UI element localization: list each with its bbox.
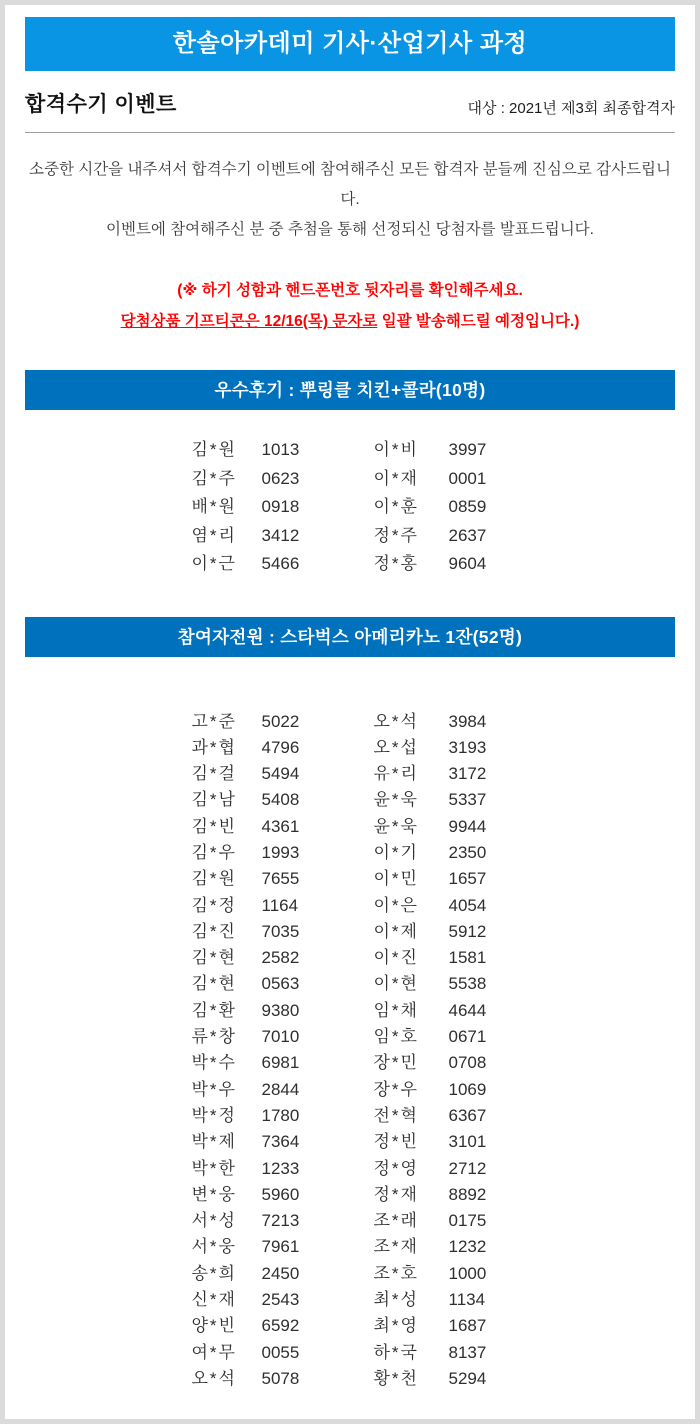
winner-name: 서*성 bbox=[191, 1211, 237, 1231]
winner-name: 염*리 bbox=[191, 525, 237, 545]
winner-name: 송*희 bbox=[191, 1263, 237, 1283]
section-heading-best-reviews: 우수후기 : 뿌링클 치킨+콜라(10명) bbox=[25, 370, 675, 410]
winner-phone-digits: 5538 bbox=[448, 974, 487, 994]
winner-name: 김*빈 bbox=[191, 816, 237, 836]
winner-phone-digits: 5078 bbox=[261, 1368, 300, 1388]
winner-name: 윤*욱 bbox=[373, 790, 419, 810]
winner-name: 전*혁 bbox=[373, 1105, 419, 1125]
winner-name: 이*제 bbox=[373, 921, 419, 941]
winner-phone-digits: 3172 bbox=[448, 764, 487, 784]
winner-name: 김*현 bbox=[191, 974, 237, 994]
winner-phone-digits: 0001 bbox=[448, 468, 487, 488]
winner-phone-digits: 7010 bbox=[261, 1027, 300, 1047]
winner-phone-digits: 5022 bbox=[261, 711, 300, 731]
winner-name: 이*민 bbox=[373, 869, 419, 889]
winner-name: 류*창 bbox=[191, 1027, 237, 1047]
winner-phone-digits: 0671 bbox=[448, 1027, 487, 1047]
winner-name: 김*걸 bbox=[191, 764, 237, 784]
winner-phone-digits: 1233 bbox=[261, 1158, 300, 1178]
winner-name: 김*원 bbox=[191, 440, 237, 459]
winner-phone-digits: 1581 bbox=[448, 948, 487, 968]
winner-phone-digits: 6592 bbox=[261, 1316, 300, 1336]
winner-phone-digits: 5960 bbox=[261, 1184, 300, 1204]
winner-name: 양*빈 bbox=[191, 1316, 237, 1336]
winner-name: 최*영 bbox=[373, 1316, 419, 1336]
winner-phone-digits: 7364 bbox=[261, 1132, 300, 1152]
winner-name: 서*웅 bbox=[191, 1237, 237, 1257]
winner-phone-digits: 3984 bbox=[448, 711, 487, 731]
best-review-winners-list bbox=[192, 436, 509, 579]
winner-name: 신*재 bbox=[191, 1290, 237, 1310]
winner-phone-digits: 4054 bbox=[448, 895, 487, 915]
winner-phone-digits: 5337 bbox=[448, 790, 487, 810]
winner-name: 김*환 bbox=[191, 1000, 237, 1020]
winner-name: 이*비 bbox=[373, 440, 419, 459]
winner-phone-digits: 7035 bbox=[261, 921, 300, 941]
winner-name: 최*성 bbox=[373, 1290, 419, 1310]
winner-phone-digits: 0563 bbox=[261, 974, 300, 994]
winner-phone-digits: 1657 bbox=[448, 869, 487, 889]
winner-phone-digits: 4361 bbox=[261, 816, 300, 836]
winner-name: 정*홍 bbox=[373, 554, 419, 573]
winner-name: 윤*욱 bbox=[373, 816, 419, 836]
winner-name: 하*국 bbox=[373, 1342, 419, 1362]
winner-phone-digits: 0859 bbox=[448, 497, 487, 516]
title-row bbox=[25, 88, 675, 118]
winner-phone-digits: 1134 bbox=[448, 1290, 486, 1310]
winner-phone-digits: 3101 bbox=[448, 1132, 487, 1152]
winner-phone-digits: 1993 bbox=[261, 842, 300, 862]
winner-phone-digits: 8892 bbox=[448, 1184, 487, 1204]
winner-name: 김*남 bbox=[191, 790, 237, 810]
winner-phone-digits: 3997 bbox=[448, 440, 487, 459]
winner-phone-digits: 9944 bbox=[448, 816, 487, 836]
page-title: 합격수기 이벤트 bbox=[25, 93, 177, 116]
winner-name: 김*원 bbox=[191, 869, 237, 889]
winner-phone-digits: 0175 bbox=[448, 1211, 487, 1231]
event-target-label: 대상 : 2021년 제3회 최종합격자 bbox=[467, 100, 675, 117]
winner-name: 박*한 bbox=[191, 1158, 237, 1178]
winner-phone-digits: 0055 bbox=[261, 1342, 300, 1362]
winner-name: 고*준 bbox=[191, 711, 237, 731]
winner-phone-digits: 1069 bbox=[448, 1079, 487, 1099]
winner-phone-digits: 5466 bbox=[261, 554, 300, 573]
winner-phone-digits: 8137 bbox=[448, 1342, 487, 1362]
winner-phone-digits: 6367 bbox=[448, 1105, 487, 1125]
winner-name: 김*우 bbox=[191, 842, 237, 862]
winner-name: 김*주 bbox=[191, 468, 237, 488]
intro-line-1: 소중한 시간을 내주셔서 합격수기 이벤트에 참여해주신 모든 합격자 분들께 진심으로 감사드립니다. bbox=[29, 161, 671, 208]
winner-name: 정*빈 bbox=[373, 1132, 419, 1152]
winner-phone-digits: 9380 bbox=[261, 1000, 300, 1020]
winner-phone-digits: 0708 bbox=[448, 1053, 487, 1073]
section-heading-all-participants: 참여자전원 : 스타벅스 아메리카노 1잔(52명) bbox=[25, 617, 675, 657]
winner-name: 정*영 bbox=[373, 1158, 419, 1178]
winner-phone-digits: 1013 bbox=[261, 440, 300, 459]
winner-name: 정*주 bbox=[373, 525, 419, 545]
winner-name: 조*호 bbox=[373, 1263, 419, 1283]
winner-phone-digits: 1164 bbox=[261, 895, 299, 915]
winner-name: 조*재 bbox=[373, 1237, 419, 1257]
winner-name: 오*석 bbox=[373, 711, 419, 731]
winner-name: 이*기 bbox=[373, 842, 419, 862]
winner-name: 이*현 bbox=[373, 974, 419, 994]
winner-name: 김*현 bbox=[191, 948, 237, 968]
winner-name: 김*진 bbox=[191, 921, 237, 941]
winner-name: 이*진 bbox=[373, 948, 419, 968]
winner-phone-digits: 5494 bbox=[261, 764, 300, 784]
winner-phone-digits: 2712 bbox=[448, 1158, 487, 1178]
winner-name: 박*우 bbox=[191, 1079, 237, 1099]
winner-phone-digits: 2844 bbox=[261, 1079, 300, 1099]
winner-name: 오*석 bbox=[191, 1368, 237, 1388]
winner-name: 박*정 bbox=[191, 1105, 237, 1125]
winner-name: 임*채 bbox=[373, 1000, 419, 1020]
winner-name: 황*천 bbox=[373, 1368, 419, 1388]
winner-phone-digits: 2350 bbox=[448, 842, 487, 862]
winner-phone-digits: 5912 bbox=[448, 921, 487, 941]
winner-phone-digits: 7961 bbox=[261, 1237, 300, 1257]
winner-name: 임*호 bbox=[373, 1027, 419, 1047]
header-banner: 한솔아카데미 기사·산업기사 과정 bbox=[25, 17, 675, 71]
winner-name: 조*래 bbox=[373, 1211, 419, 1231]
divider-line bbox=[25, 132, 675, 133]
winner-name: 이*재 bbox=[373, 468, 419, 488]
winner-name: 김*정 bbox=[191, 895, 237, 915]
notice-line-2-underlined: 당첨상품 기프티콘은 12/16(목) 문자로 bbox=[120, 313, 378, 330]
intro-line-2: 이벤트에 참여해주신 분 중 추첨을 통해 선정되신 당첨자를 발표드립니다. bbox=[106, 221, 594, 238]
winner-phone-digits: 0623 bbox=[261, 468, 300, 488]
winner-phone-digits: 7655 bbox=[261, 869, 300, 889]
winner-name: 오*섭 bbox=[373, 737, 419, 757]
winner-name: 변*웅 bbox=[191, 1184, 237, 1204]
winner-phone-digits: 1780 bbox=[261, 1105, 300, 1125]
winner-phone-digits: 9604 bbox=[448, 554, 487, 573]
winner-name: 배*원 bbox=[191, 497, 237, 516]
notice-paragraph bbox=[25, 275, 675, 337]
winner-phone-digits: 2543 bbox=[261, 1290, 300, 1310]
winner-name: 유*리 bbox=[373, 764, 419, 784]
winner-phone-digits: 1687 bbox=[448, 1316, 487, 1336]
winner-phone-digits: 4644 bbox=[448, 1000, 487, 1020]
winner-name: 박*수 bbox=[191, 1053, 237, 1073]
winner-name: 여*무 bbox=[191, 1342, 237, 1362]
winner-phone-digits: 2582 bbox=[261, 948, 300, 968]
winner-phone-digits: 3412 bbox=[261, 525, 300, 545]
winner-phone-digits: 1232 bbox=[448, 1237, 487, 1257]
winner-phone-digits: 5294 bbox=[448, 1368, 487, 1388]
winner-phone-digits: 5408 bbox=[261, 790, 300, 810]
winner-phone-digits: 7213 bbox=[261, 1211, 300, 1231]
winner-phone-digits: 2637 bbox=[448, 525, 487, 545]
winner-name: 장*민 bbox=[373, 1053, 419, 1073]
notice-line-1: (※ 하기 성함과 핸드폰번호 뒷자리를 확인해주세요. bbox=[177, 282, 523, 299]
winner-name: 이*은 bbox=[373, 895, 419, 915]
winner-name: 박*제 bbox=[191, 1132, 237, 1152]
winner-name: 정*재 bbox=[373, 1184, 419, 1204]
notice-line-2-rest: 일괄 발송해드릴 예정입니다.) bbox=[377, 313, 580, 330]
winner-phone-digits: 1000 bbox=[448, 1263, 487, 1283]
winner-phone-digits: 3193 bbox=[448, 737, 487, 757]
winner-phone-digits: 2450 bbox=[261, 1263, 300, 1283]
all-participants-winners-list bbox=[192, 709, 509, 1393]
winner-name: 과*협 bbox=[191, 737, 237, 757]
winner-name: 장*우 bbox=[373, 1079, 419, 1099]
winner-phone-digits: 4796 bbox=[261, 737, 300, 757]
winner-phone-digits: 0918 bbox=[261, 497, 300, 516]
winner-name: 이*훈 bbox=[373, 497, 419, 516]
intro-paragraph bbox=[25, 155, 675, 245]
winner-name: 이*근 bbox=[191, 554, 237, 573]
winner-phone-digits: 6981 bbox=[261, 1053, 300, 1073]
